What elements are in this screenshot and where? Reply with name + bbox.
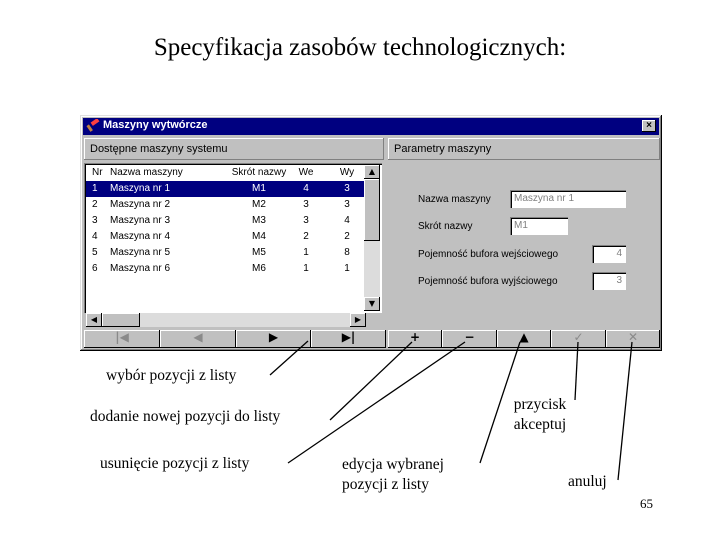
slide-title: Specyfikacja zasobów technologicznych: [153,34,567,61]
column-header[interactable]: Wy [339,167,355,178]
table-cell: 3 [344,199,350,210]
annotation-cancel: anuluj [568,473,607,490]
table-cell: 2 [344,231,350,242]
table-cell: M3 [252,215,266,226]
plus-icon[interactable]: + [388,330,442,348]
table-cell: 2 [303,231,309,242]
table-cell: 3 [344,183,350,194]
table-cell: Maszyna nr 5 [110,247,171,258]
close-button[interactable]: × [642,120,656,132]
table-cell: 8 [344,247,350,258]
leader-line [288,342,465,463]
machine-name-label: Nazwa maszyny [418,194,491,205]
table-cell: 2 [92,199,98,210]
page-number: 65 [640,496,653,511]
available-machines-header: Dostępne maszyny systemu [84,138,384,160]
machine-parameters-header: Parametry maszyny [388,138,660,160]
scroll-up-arrow-icon[interactable]: ▲ [364,165,380,179]
table-cell: 4 [344,215,350,226]
prior-record-icon[interactable]: ◀ [160,330,236,348]
table-cell: M6 [252,263,266,274]
cancel-x-icon[interactable]: ✕ [606,330,660,348]
table-cell: Maszyna nr 4 [110,231,171,242]
annotation-select-position: wybór pozycji z listy [106,367,237,384]
annotation-accept-button: przycisk akceptuj [513,396,567,433]
table-cell: M2 [252,199,266,210]
leader-line [618,342,632,480]
annotation-delete-position: usunięcie pozycji z listy [100,455,250,472]
table-cell: M4 [252,231,266,242]
table-cell: 1 [344,263,350,274]
machine-name-field[interactable]: Maszyna nr 1 [510,190,626,208]
table-cell: M5 [252,247,266,258]
annotation-edit-position: edycja wybranej pozycji z listy [342,456,444,493]
table-cell: 4 [92,231,98,242]
table-cell: 4 [303,183,309,194]
table-cell: M1 [252,183,266,194]
column-header[interactable]: Skrót nazwy [231,167,287,178]
annotation-add-position: dodanie nowej pozycji do listy [90,408,281,425]
table-cell: Maszyna nr 3 [110,215,171,226]
table-cell: 1 [303,263,309,274]
next-record-icon[interactable]: ▶ [236,330,311,348]
check-icon[interactable]: ✓ [551,330,606,348]
minus-icon[interactable]: − [442,330,497,348]
table-cell: 3 [303,215,309,226]
scroll-left-arrow-icon[interactable]: ◀ [86,313,102,327]
leader-line [575,342,578,400]
table-cell: 5 [92,247,98,258]
table-cell: 1 [92,183,98,194]
table-cell: 3 [303,199,309,210]
table-cell: Maszyna nr 2 [110,199,171,210]
column-header[interactable]: We [298,167,314,178]
scroll-down-arrow-icon[interactable]: ▼ [364,297,380,311]
triangle-up-icon[interactable]: ▲ [497,330,551,348]
leader-line [330,342,412,420]
table-cell: Maszyna nr 6 [110,263,171,274]
table-cell: 3 [92,215,98,226]
input-buffer-field[interactable]: 4 [592,245,626,263]
table-cell: Maszyna nr 1 [110,183,171,194]
window-title: Maszyny wytwórcze [103,119,208,131]
last-record-icon[interactable]: ▶| [311,330,386,348]
leader-line [270,341,308,375]
short-name-field[interactable]: M1 [510,217,568,235]
output-buffer-field[interactable]: 3 [592,272,626,290]
scroll-right-arrow-icon[interactable]: ▶ [350,313,366,327]
table-cell: 6 [92,263,98,274]
column-header[interactable]: Nazwa maszyny [110,167,183,178]
table-cell: 1 [303,247,309,258]
column-header[interactable]: Nr [92,167,103,178]
output-buffer-label: Pojemność bufora wyjściowego [418,276,558,287]
first-record-icon[interactable]: |◀ [84,330,160,348]
short-name-label: Skrót nazwy [418,221,473,232]
input-buffer-label: Pojemność bufora wejściowego [418,249,559,260]
